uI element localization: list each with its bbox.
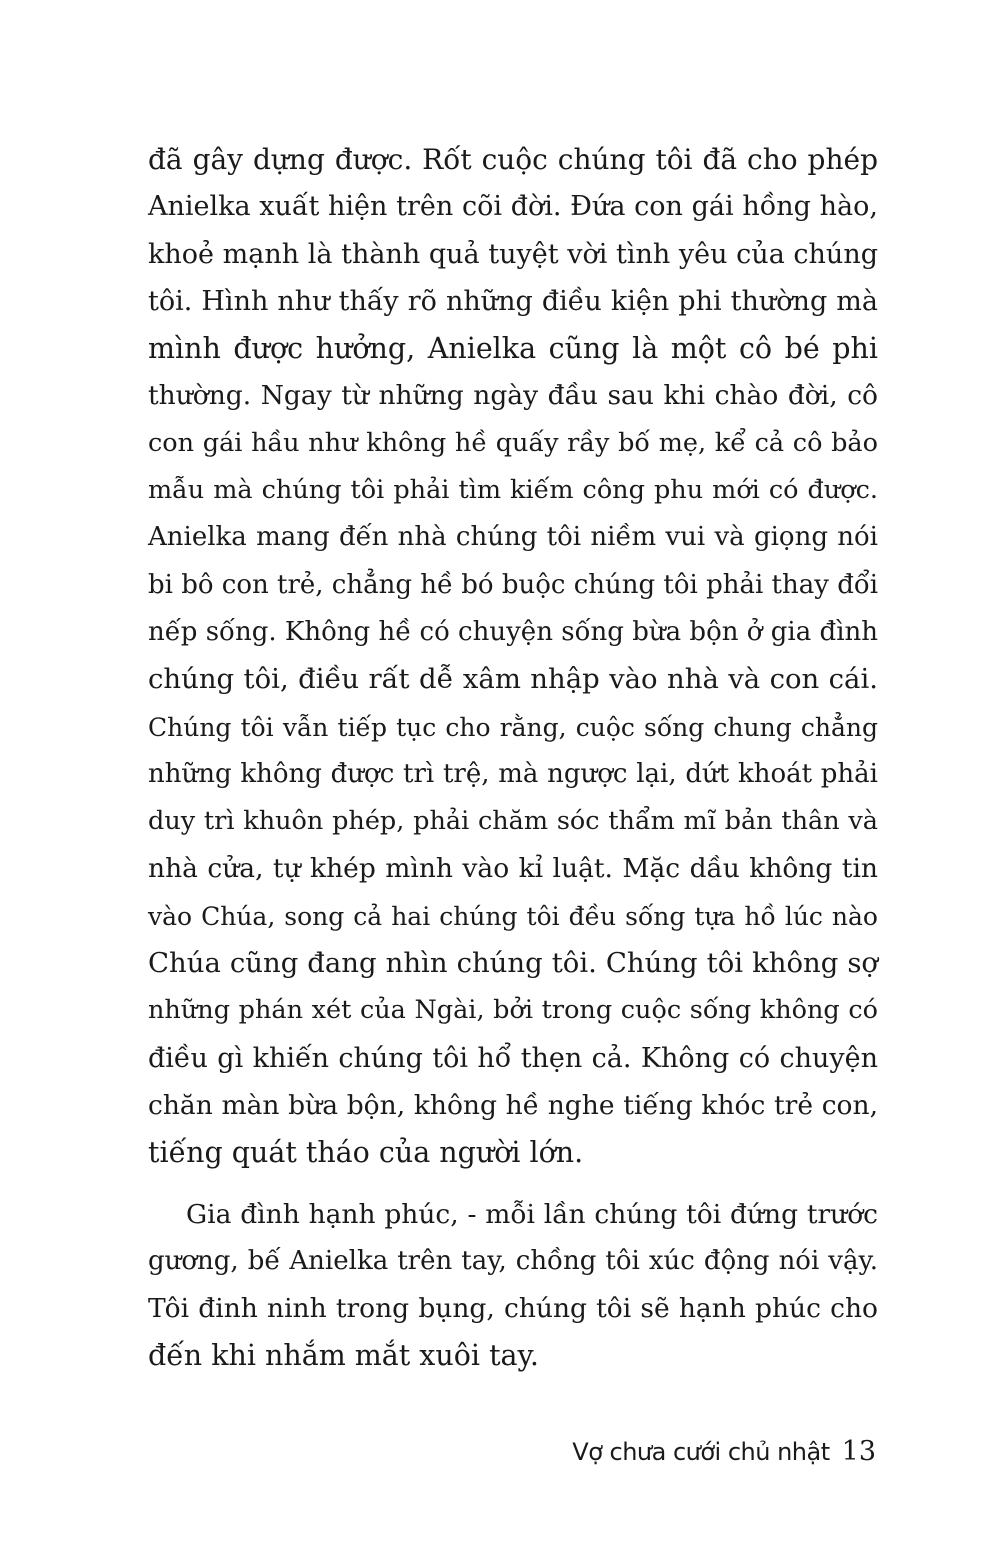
text-line: tôi. Hình như thấy rõ những điều kiện phi thường mà: [148, 285, 878, 317]
text-line: nhà cửa, tự khép mình vào kỉ luật. Mặc dầu không tin: [148, 853, 878, 885]
text-line: duy trì khuôn phép, phải chăm sóc thẩm mĩ bản thân và: [148, 806, 878, 837]
text-line: con gái hầu như không hề quấy rầy bố mẹ, kể cả cô bảo: [148, 427, 878, 458]
text-line: mẫu mà chúng tôi phải tìm kiếm công phu mới có được.: [148, 475, 878, 506]
text-line: Tôi đinh ninh trong bụng, chúng tôi sẽ hạnh phúc cho: [148, 1293, 878, 1325]
text-line: nếp sống. Không hề có chuyện sống bừa bộn ở gia đình: [148, 616, 878, 647]
text-line: khoẻ mạnh là thành quả tuyệt vời tình yêu của chúng: [148, 238, 878, 270]
text-line: vào Chúa, song cả hai chúng tôi đều sống tựa hồ lúc nào: [148, 901, 878, 931]
paragraph-1: [148, 136, 878, 1177]
text-line: Gia đình hạnh phúc, - mỗi lần chúng tôi đứng trước: [186, 1198, 878, 1230]
text-line: bi bô con trẻ, chẳng hề bó buộc chúng tôi phải thay đổi: [148, 569, 879, 600]
text-line: Chúng tôi vẫn tiếp tục cho rằng, cuộc sống chung chẳng: [148, 712, 878, 742]
text-line: Anielka mang đến nhà chúng tôi niềm vui và giọng nói: [148, 522, 878, 553]
text-line: Anielka xuất hiện trên cõi đời. Đứa con gái hồng hào,: [148, 191, 878, 223]
text-line: tiếng quát tháo của người lớn.: [148, 1136, 584, 1170]
text-line: mình được hưởng, Anielka cũng là một cô bé phi: [148, 332, 878, 366]
paragraph-spacer: [148, 1177, 878, 1191]
running-title: Vợ chưa cưới chủ nhật: [572, 1438, 830, 1466]
text-line: gương, bế Anielka trên tay, chồng tôi xúc động nói vậy.: [148, 1245, 878, 1276]
text-line: điều gì khiến chúng tôi hổ thẹn cả. Không có chuyện: [148, 1042, 878, 1074]
text-line: đến khi nhắm mắt xuôi tay.: [148, 1339, 539, 1373]
text-line: đã gây dựng được. Rốt cuộc chúng tôi đã cho phép: [148, 143, 878, 176]
text-line: thường. Ngay từ những ngày đầu sau khi chào đời, cô: [148, 380, 878, 412]
text-line: những phán xét của Ngài, bởi trong cuộc sống không có: [148, 995, 878, 1026]
text-line: chúng tôi, điều rất dễ xâm nhập vào nhà và con cái.: [148, 663, 878, 696]
paragraph-2: [148, 1191, 878, 1380]
text-line: Chúa cũng đang nhìn chúng tôi. Chúng tôi không sợ: [148, 947, 878, 980]
text-line: chăn màn bừa bộn, không hề nghe tiếng khóc trẻ con,: [148, 1089, 878, 1121]
text-line: những không được trì trệ, mà ngược lại, dứt khoát phải: [148, 758, 878, 789]
body-text: [148, 136, 878, 1380]
page-footer: [572, 1432, 876, 1472]
page-number: 13: [841, 1436, 876, 1467]
